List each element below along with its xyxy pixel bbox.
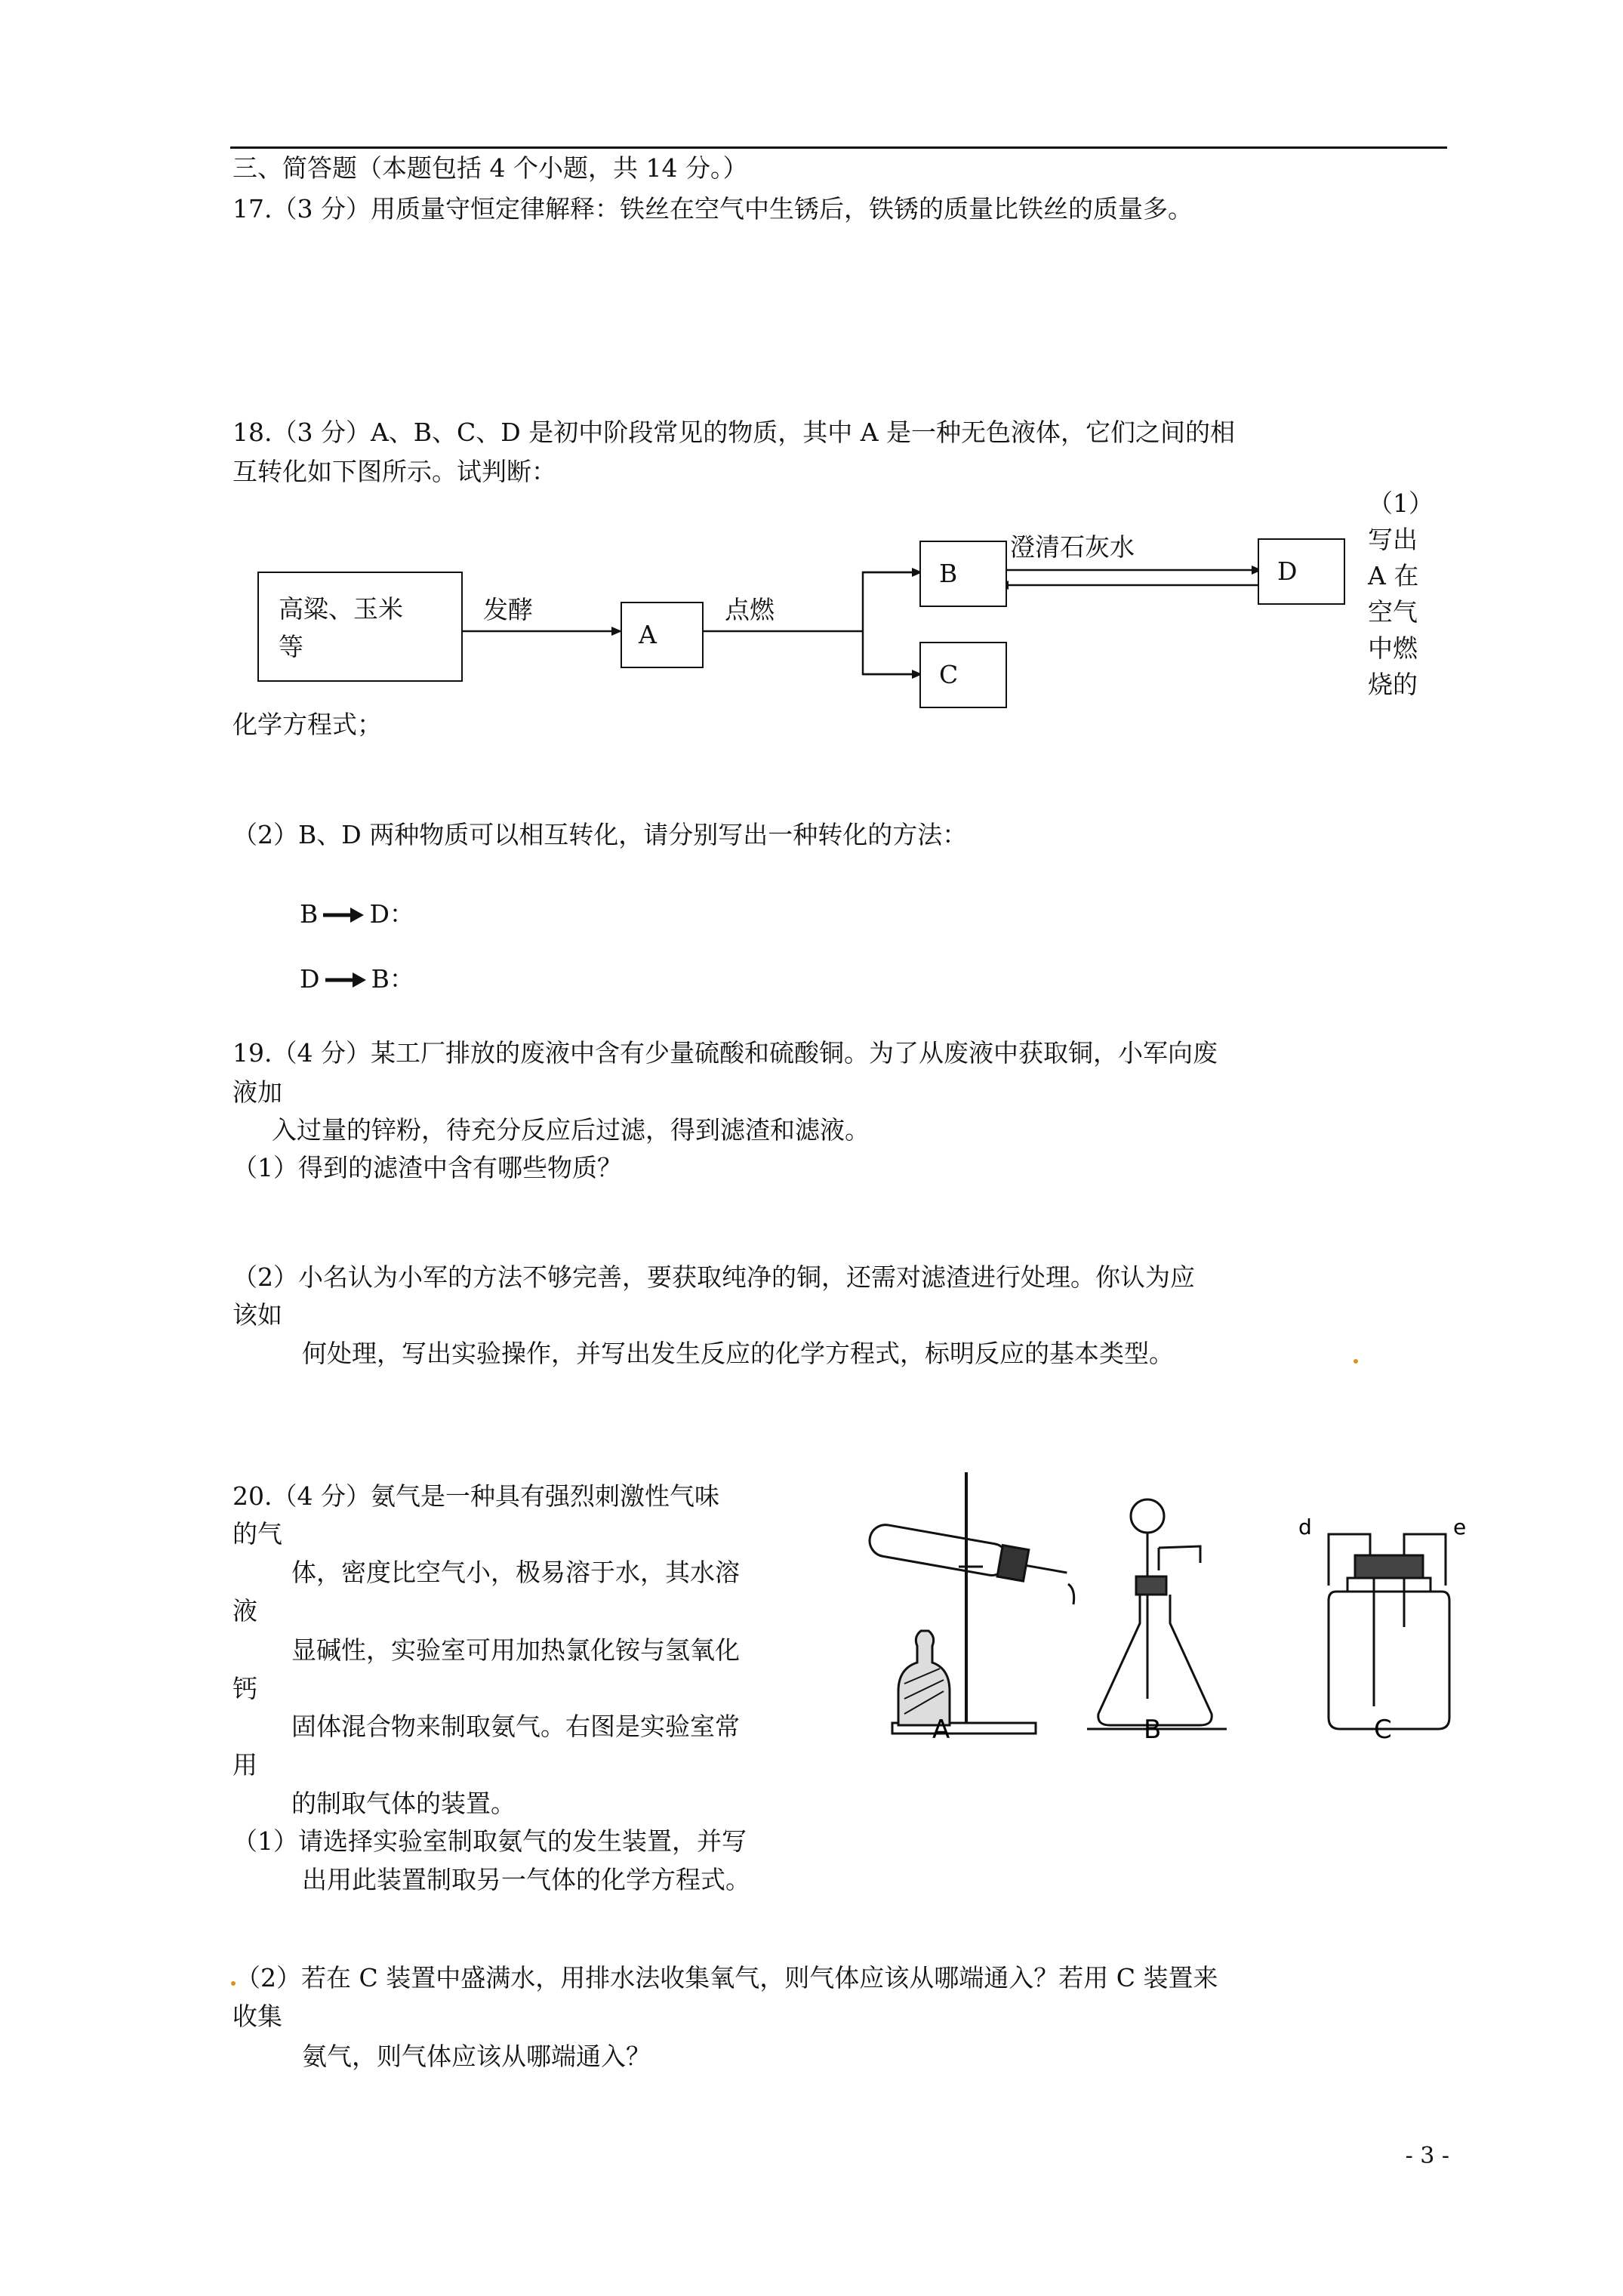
question-20-sub2-line1: （2）若在 C 装置中盛满水，用排水法收集氧气，则气体应该从哪端通入？若用 C 装置来 [236, 1963, 1218, 1992]
question-19-line3: 入过量的锌粉，待充分反应后过滤，得到滤渣和滤液。 [272, 1115, 870, 1145]
apparatus-label-b: B [1144, 1715, 1162, 1745]
label-ferment: 发酵 [483, 595, 533, 624]
question-19-sub2-line2: 该如 [233, 1300, 282, 1330]
arrow-branch [863, 572, 919, 674]
apparatus-port-d: d [1298, 1515, 1312, 1539]
question-20-sub2-line3: 氨气，则气体应该从哪端通入？ [302, 2042, 651, 2071]
b-to-d-line [300, 899, 414, 929]
node-d-label: D [1277, 556, 1298, 586]
question-18-line2: 互转化如下图所示。试判断： [233, 457, 556, 486]
apparatus-drawing [845, 1465, 1472, 1752]
side-text-4: 空气 [1368, 597, 1418, 627]
apparatus-port-e: e [1453, 1515, 1467, 1539]
node-c-label: C [939, 660, 959, 689]
question-18-sub2: （2）B、D 两种物质可以相互转化，请分别写出一种转化的方法： [233, 820, 968, 849]
side-text-6: 烧的 [1368, 670, 1418, 699]
side-text-1: （1） [1368, 488, 1434, 518]
node-a [621, 602, 704, 668]
node-c [919, 642, 1007, 708]
label-limewater: 澄清石灰水 [1010, 532, 1135, 562]
apparatus-figure [845, 1465, 1472, 1752]
side-text-2: 写出 [1368, 525, 1418, 554]
question-20-line9: 的制取气体的装置。 [291, 1789, 516, 1818]
node-d [1258, 538, 1345, 605]
question-20-line6: 钙 [233, 1674, 257, 1703]
question-20-line5: 显碱性，实验室可用加热氯化铵与氢氧化 [291, 1635, 740, 1665]
question-19-sub2-line3: 何处理，写出实验操作，并写出发生反应的化学方程式，标明反应的基本类型。 [302, 1339, 1174, 1368]
question-19-line1: 19.（4 分）某工厂排放的废液中含有少量硫酸和硫酸铜。为了从废液中获取铜，小军向废 [233, 1038, 1218, 1068]
question-20-sub1-line2: 出用此装置制取另一气体的化学方程式。 [302, 1865, 750, 1894]
label-burn: 点燃 [725, 595, 775, 624]
question-20-line4: 液 [233, 1596, 257, 1626]
node-b-label: B [939, 559, 958, 588]
question-20-sub1-line1: （1）请选择实验室制取氨气的发生装置，并写 [233, 1826, 747, 1856]
node-b [919, 541, 1007, 607]
flow-arrows [0, 0, 1623, 755]
question-19-line2: 液加 [233, 1077, 282, 1107]
question-19-sub2-line1: （2）小名认为小军的方法不够完善，要获取纯净的铜，还需对滤渣进行处理。你认为应 [233, 1262, 1195, 1292]
source-label-line2: 等 [279, 632, 303, 661]
question-20-line2: 的气 [233, 1519, 282, 1549]
question-20-line7: 固体混合物来制取氨气。右图是实验室常 [291, 1712, 740, 1741]
orange-dot [1354, 1359, 1358, 1364]
source-box [257, 572, 463, 682]
question-19-sub1: （1）得到的滤渣中含有哪些物质？ [233, 1153, 622, 1182]
side-text-3: A 在 [1368, 561, 1419, 590]
b-to-d-from: B [300, 899, 319, 929]
arrow-right-icon [322, 906, 365, 924]
apparatus-label-c: C [1374, 1715, 1392, 1745]
d-to-b-from: D [300, 964, 320, 994]
question-20-line3: 体，密度比空气小，极易溶于水，其水溶 [291, 1558, 740, 1587]
question-18-line1: 18.（3 分）A、B、C、D 是初中阶段常见的物质，其中 A 是一种无色液体，它们之间的相 [233, 418, 1236, 447]
arrow-right-icon [324, 971, 368, 989]
node-a-label: A [639, 620, 657, 649]
section-heading: 三、简答题（本题包括 4 个小题，共 14 分。） [233, 153, 748, 183]
question-20-line8: 用 [233, 1750, 257, 1780]
apparatus-label-a: A [932, 1715, 950, 1745]
question-20-line1: 20.（4 分）氨气是一种具有强烈刺激性气味 [233, 1481, 719, 1511]
d-to-b-to: B： [371, 964, 414, 994]
side-text-5: 中燃 [1368, 633, 1418, 663]
question-17: 17.（3 分）用质量守恒定律解释：铁丝在空气中生锈后，铁锈的质量比铁丝的质量多。 [233, 194, 1193, 223]
page-number: - 3 - [1405, 2143, 1449, 2169]
question-20-sub2-line2: 收集 [233, 2002, 282, 2031]
question-18-sub1-end: 化学方程式； [233, 710, 382, 739]
d-to-b-line [300, 964, 414, 994]
source-label-line1: 高粱、玉米 [279, 594, 403, 624]
b-to-d-to: D： [369, 899, 414, 929]
